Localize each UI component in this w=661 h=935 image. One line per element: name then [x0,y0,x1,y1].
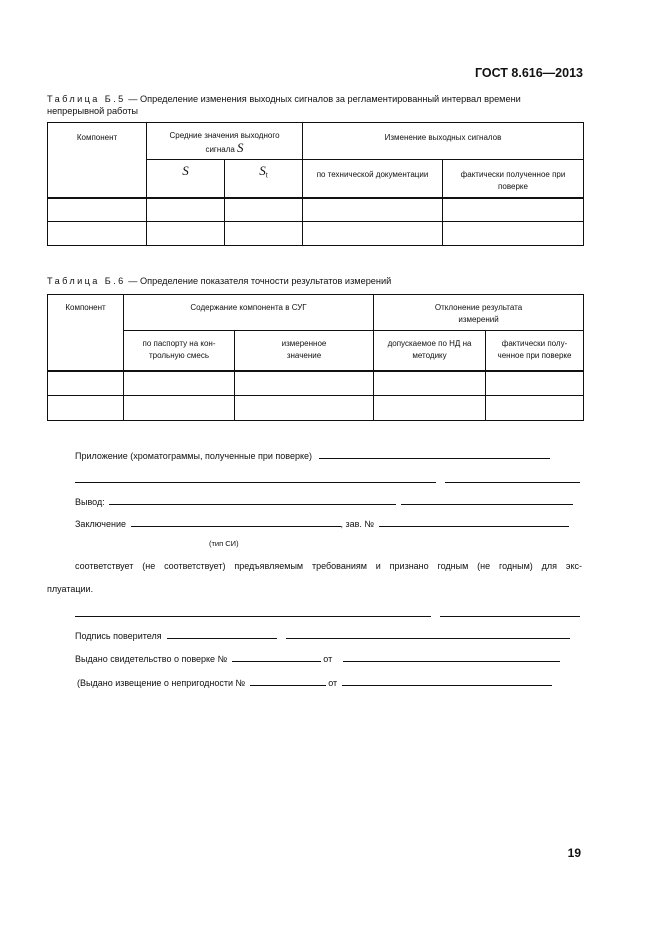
symbol-s: S [182,163,189,178]
complies-line1: соответствует (не соответствует) предъявляемым требованиям и признано годным (не годным) для экс- [75,561,582,571]
table6-dash: — [128,276,138,286]
appendix-blank[interactable] [319,447,550,459]
table6-cell [486,396,584,421]
table6-cell [374,396,486,421]
table6-cell [235,371,374,396]
table5-header-component: Компонент [48,123,147,198]
table6-header-deviation [374,295,584,331]
notice-number-blank[interactable] [250,674,326,686]
signature-blank[interactable] [167,627,277,639]
certificate-from-label: от [323,654,333,664]
table5-dash: — [128,94,138,104]
standard-number: ГОСТ 8.616—2013 [474,66,583,80]
table5-header-means-line2: сигнала [205,145,235,154]
conclusion-blank-2[interactable] [401,493,573,505]
symbol-s: S [237,140,244,155]
table6-caption-text: Определение показателя точности результатов измерений [139,276,392,286]
table6-cell [124,371,235,396]
table5-cell [225,222,303,246]
appendix-blank-3[interactable] [445,471,580,483]
table6-header-measured-line1: измеренное [281,339,327,348]
table5-cell [443,198,584,222]
table5-row [48,222,584,246]
table6-cell [48,396,124,421]
notice-date-blank[interactable] [342,674,552,686]
page-number: 19 [567,846,581,860]
table5-row [48,198,584,222]
appendix-continuation-line [75,471,580,486]
table6-row [48,371,584,396]
table5-cell [48,222,147,246]
table5-header-means [147,123,303,160]
verdict-label: Заключение [75,519,126,529]
table5-header-means-line1: Средние значения выходного [169,131,280,140]
table6-header-actual-line2: ченное при поверке [497,351,572,360]
table6-label: Таблица Б.6 [47,276,126,286]
notice-from-label: от [328,678,338,688]
certificate-label: Выдано свидетельство о поверке № [75,654,228,664]
blank-line-field-2[interactable] [440,605,580,617]
blank-line [75,605,580,620]
table6-header-content: Содержание компонента в СУГ [124,295,374,331]
type-hint: (тип СИ) [209,539,239,548]
certificate-number-blank[interactable] [232,650,321,662]
table6-header-deviation-line2: измерений [458,315,499,324]
table6-header-passport-line1: по паспорту на кон- [142,339,216,348]
certificate-date-blank[interactable] [343,650,560,662]
table6-header-actual [486,331,584,371]
blank-line-field[interactable] [75,605,431,617]
table5 [47,122,584,246]
table6-caption [47,275,583,287]
table6-header-measured-line2: значение [286,351,322,360]
table6-header-measured [235,331,374,371]
table6-row [48,396,584,421]
table5-cell [225,198,303,222]
table5-header-s [147,160,225,198]
signature-line [75,627,570,642]
table5-cell [443,222,584,246]
table6-cell [486,371,584,396]
table5-cell [303,198,443,222]
verdict-line [75,515,569,530]
table5-label: Таблица Б.5 [47,94,126,104]
table5-cell [147,198,225,222]
serial-number-blank[interactable] [379,515,569,527]
table5-header-actual [443,160,584,198]
table6-header-actual-line1: фактически полу- [501,339,568,348]
serial-label: , зав. № [340,519,375,529]
table5-caption [47,93,583,117]
symbol-st-subscript: t [265,172,268,180]
table6-header-allowed [374,331,486,371]
conclusion-label: Вывод: [75,497,105,507]
table6-header-passport [124,331,235,371]
table5-header-actual-line2: поверке [498,182,528,191]
table5-cell [147,222,225,246]
notice-line [77,674,552,689]
table6-header-passport-line2: трольную смесь [149,351,209,360]
appendix-line [75,447,550,462]
table6-header-allowed-line1: допускаемое по НД на [387,339,472,348]
table5-caption-line2: непрерывной работы [47,106,139,116]
table5-header-change: Изменение выходных сигналов [303,123,584,160]
conclusion-line [75,493,573,508]
signature-name-blank[interactable] [286,627,570,639]
appendix-blank-2[interactable] [75,471,436,483]
table5-cell [303,222,443,246]
table6-cell [48,371,124,396]
table5-header-doc: по технической документации [303,160,443,198]
table6-cell [235,396,374,421]
table6-cell [124,396,235,421]
conclusion-blank[interactable] [109,493,396,505]
table6-header-allowed-line2: методику [412,351,447,360]
table5-cell [48,198,147,222]
appendix-label: Приложение (хроматограммы, полученные при поверке) [75,451,313,461]
notice-label: (Выдано извещение о непригодности № [77,678,246,688]
table6-header-component: Компонент [48,295,124,371]
instrument-type-blank[interactable] [131,515,341,527]
table6-header-deviation-line1: Отклонение результата [434,303,523,312]
table5-caption-line1: Определение изменения выходных сигналов за регламентированный интервал времени [139,94,521,104]
signature-label: Подпись поверителя [75,631,162,641]
table6-cell [374,371,486,396]
table5-header-st [225,160,303,198]
complies-line2: плуатации. [47,584,94,594]
symbol-st: S [259,163,266,178]
table5-header-actual-line1: фактически полученное при [460,170,566,179]
table6 [47,294,584,421]
certificate-line [75,650,560,665]
